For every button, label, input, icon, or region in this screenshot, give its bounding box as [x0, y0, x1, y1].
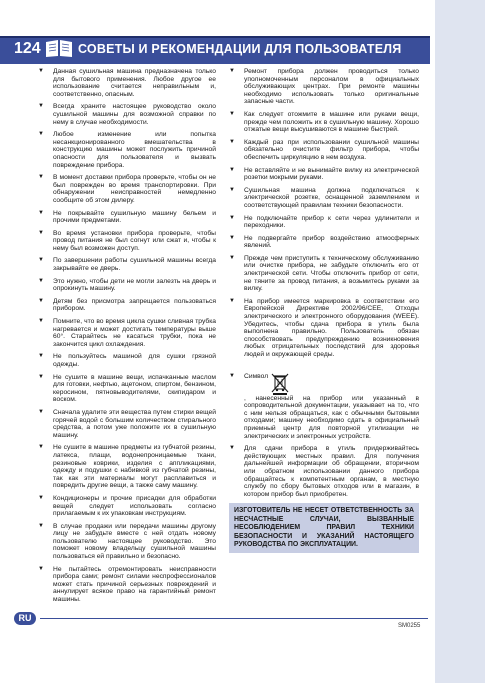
triangle-down-icon: ▼ [38, 174, 44, 181]
side-band [435, 0, 485, 683]
document-code: SM0255 [398, 623, 421, 629]
footer-divider [40, 618, 428, 619]
triangle-down-icon: ▼ [38, 257, 44, 264]
list-item: ▼ Сначала удалите эти вещества путем стирки вещей горячей водой с большим количеством стирального средства, а потом уже положите их в сушильную машину. [38, 408, 216, 439]
list-item: ▼ Не покрывайте сушильную машину бельем и прочими предметами. [38, 209, 216, 225]
list-item: ▼ Детям без присмотра запрещается пользоваться прибором. [38, 297, 216, 313]
triangle-down-icon: ▼ [229, 254, 235, 261]
triangle-down-icon: ▼ [229, 372, 235, 379]
list-item: ▼ Прежде чем приступить к техническому обслуживанию или очистке прибора, не забудьте отключить его от электрической сети. Чтобы отключить прибор от сети, не тяните за провод питания, а возьмитесь руками за вилку. [229, 254, 419, 293]
list-item: ▼ Не пытайтесь отремонтировать неисправности прибора сами; ремонт силами неспрофессионалов может стать причиной серьезных повреждений и аннулирует всякое право на гарантийный ремонт машины. [38, 565, 216, 604]
triangle-down-icon: ▼ [229, 214, 235, 221]
triangle-down-icon: ▼ [229, 297, 235, 304]
triangle-down-icon: ▼ [38, 277, 44, 284]
list-item: ▼ В момент доставки прибора проверьте, чтобы он не был поврежден во время транспортировки. При обнаружении неисправностей немедленно сообщите об этом дилеру. [38, 174, 216, 204]
list-item: ▼ Не сушите в машине предметы из губчатой резины, латекса, плащи, водонепроницаемые ткани, резиновые коврики, изделия с аппликациями, одежду и подушки с набивкой из губчатой резины, так как эти материалы могут расплавиться и повредить другие вещи, а также саму машину. [38, 444, 216, 490]
triangle-down-icon: ▼ [38, 522, 44, 529]
list-item: ▼ Не сушите в машине вещи, испачканные маслом для готовки, нефтью, ацетоном, спиртом, бензином, керосином, пятновыводителями, скипидаром и воском. [38, 373, 216, 404]
triangle-down-icon: ▼ [38, 444, 44, 451]
crossed-bin-icon [270, 373, 290, 395]
left-column [38, 68, 216, 609]
list-item: ▼ Сушильная машина должна подключаться к электрической розетке, оснащенной заземлением и соответствующей правилам техники безопасности. [229, 186, 419, 209]
triangle-down-icon: ▼ [38, 297, 44, 304]
list-item: ▼ Всегда храните настоящее руководство около сушильной машины для возможной справки по нему в случае необходимости. [38, 103, 216, 126]
list-item: ▼ По завершении работы сушильной машины всегда закрывайте ее дверь. [38, 257, 216, 273]
list-item: ▼ Любое изменение или попытка несанкционированного вмешательства в конструкцию машины может послужить причиной опасности для пользователя и вызвать повреждение прибора. [38, 131, 216, 169]
triangle-down-icon: ▼ [229, 68, 235, 74]
triangle-down-icon: ▼ [38, 68, 44, 74]
book-icon [44, 38, 74, 58]
list-item: ▼ Не пользуйтесь машиной для сушки грязной одежды. [38, 353, 216, 368]
list-item: ▼ Помните, что во время цикла сушки сливная трубка нагревается и может достигать температуры выше 60°. Старайтесь не касаться трубки, пока не закончится цикл охлаждения. [38, 318, 216, 348]
list-item: ▼ Во время установки прибора проверьте, чтобы провод питания не был согнут или сжат и, чтобы к нему был возможен доступ. [38, 229, 216, 252]
triangle-down-icon: ▼ [38, 373, 44, 380]
list-item: ▼ Ремонт прибора должен проводиться только уполномоченным персоналом в официальных обслуживающих центрах. При ремонте машины необходимо использовать только оригинальные запасные части. [229, 68, 419, 106]
triangle-down-icon: ▼ [229, 110, 235, 117]
weee-symbol-row: Символ [244, 373, 419, 395]
triangle-down-icon: ▼ [38, 408, 44, 415]
list-item: ▼ Не вставляйте и не вынимайте вилку из электрической розетки мокрыми руками. [229, 166, 419, 182]
liability-warning: ИЗГОТОВИТЕЛЬ НЕ НЕСЕТ ОТВЕТСТВЕННОСТЬ ЗА НЕСЧАСТНЫЕ СЛУЧАИ, ВЫЗВАННЫЕ НЕСОБЛЮДЕНИЕМ ПРАВИЛ ТЕХНИКИ БЕЗОПАСНОСТИ И УКАЗАНИЙ НАСТОЯЩЕГО РУКОВОДСТВА ПО ЭКСПЛУАТАЦИИ. [229, 503, 419, 553]
list-item: ▼ На прибор имеется маркировка в соответствии его Европейской Директиве 2002/96/CEE, Отходы электрического и электронного оборудования (WEEE). Убедитесь, чтобы сдача прибора в утиль была выполнена правильно. Пользователь обязан способствовать предупреждению возникновения любых отрицательных последствий для здоровья людей и окружающей среды. [229, 297, 419, 358]
triangle-down-icon: ▼ [38, 103, 44, 110]
list-item: ▼ Не подвергайте прибор воздействию атмосферных явлений. [229, 234, 419, 250]
triangle-down-icon: ▼ [38, 209, 44, 216]
triangle-down-icon: ▼ [229, 166, 235, 173]
triangle-down-icon: ▼ [38, 494, 44, 501]
triangle-down-icon: ▼ [229, 186, 235, 193]
triangle-down-icon: ▼ [38, 318, 44, 325]
list-item: ▼ Кондиционеры и прочие присадки для обработки вещей следует использовать согласно прилагаемым к их упаковкам инструкциям. [38, 494, 216, 518]
page-number: 124 [14, 40, 41, 57]
list-item: ▼ Данная сушильная машина предназначена только для бытового применения. Любое другое ее использование считается неправильным и, соответственно, опасным. [38, 68, 216, 98]
list-item: ▼ В случае продажи или передачи машины другому лицу не забудьте вместе с ней отдать новому пользователю настоящее руководство. Это поможет новому владельцу сушильной машины пользоваться ей правильно и безопасно. [38, 522, 216, 561]
list-item: ▼ Каждый раз при использовании сушильной машины обязательно очистите фильтр прибора, чтобы обеспечить циркуляцию в нем воздуха. [229, 138, 419, 161]
triangle-down-icon: ▼ [38, 353, 44, 360]
list-item: ▼ Символ , нанесенный на прибор или указанный в сопроводительной документации, указывает на то, что с ним нельзя обращаться, как с обычными бытовыми отходами; машину необходимо сдать в официальный приемный центр для повторной утилизации не электрических и электронных устройств. [229, 372, 419, 440]
right-column [229, 68, 419, 553]
triangle-down-icon: ▼ [229, 234, 235, 241]
list-item: ▼ Как следует отожмите в машине или руками вещи, прежде чем положить их в сушильную машину. Хорошо отжатые вещи высушиваются в машине быстрей. [229, 110, 419, 134]
list-item: ▼ Это нужно, чтобы дети не могли залезть на дверь и опрокинуть машину. [38, 277, 216, 293]
page-title: СОВЕТЫ И РЕКОМЕНДАЦИИ ДЛЯ ПОЛЬЗОВАТЕЛЯ [78, 42, 402, 56]
triangle-down-icon: ▼ [229, 138, 235, 145]
triangle-down-icon: ▼ [38, 565, 44, 572]
list-item: ▼ Не подключайте прибор к сети через удлинители и переходники. [229, 214, 419, 230]
list-item: ▼ Для сдачи прибора в утиль придерживайтесь действующих местных правил. Для получения дальнейшей информации об обращении, вторичном или обратном использовании данного прибора обращайтесь к компетентным органам, в местную службу по сбору бытовых отходов или в магазин, в котором прибор был приобретен. [229, 445, 419, 498]
triangle-down-icon: ▼ [38, 229, 44, 236]
triangle-down-icon: ▼ [229, 445, 235, 452]
language-badge: RU [14, 612, 36, 625]
triangle-down-icon: ▼ [38, 131, 44, 138]
